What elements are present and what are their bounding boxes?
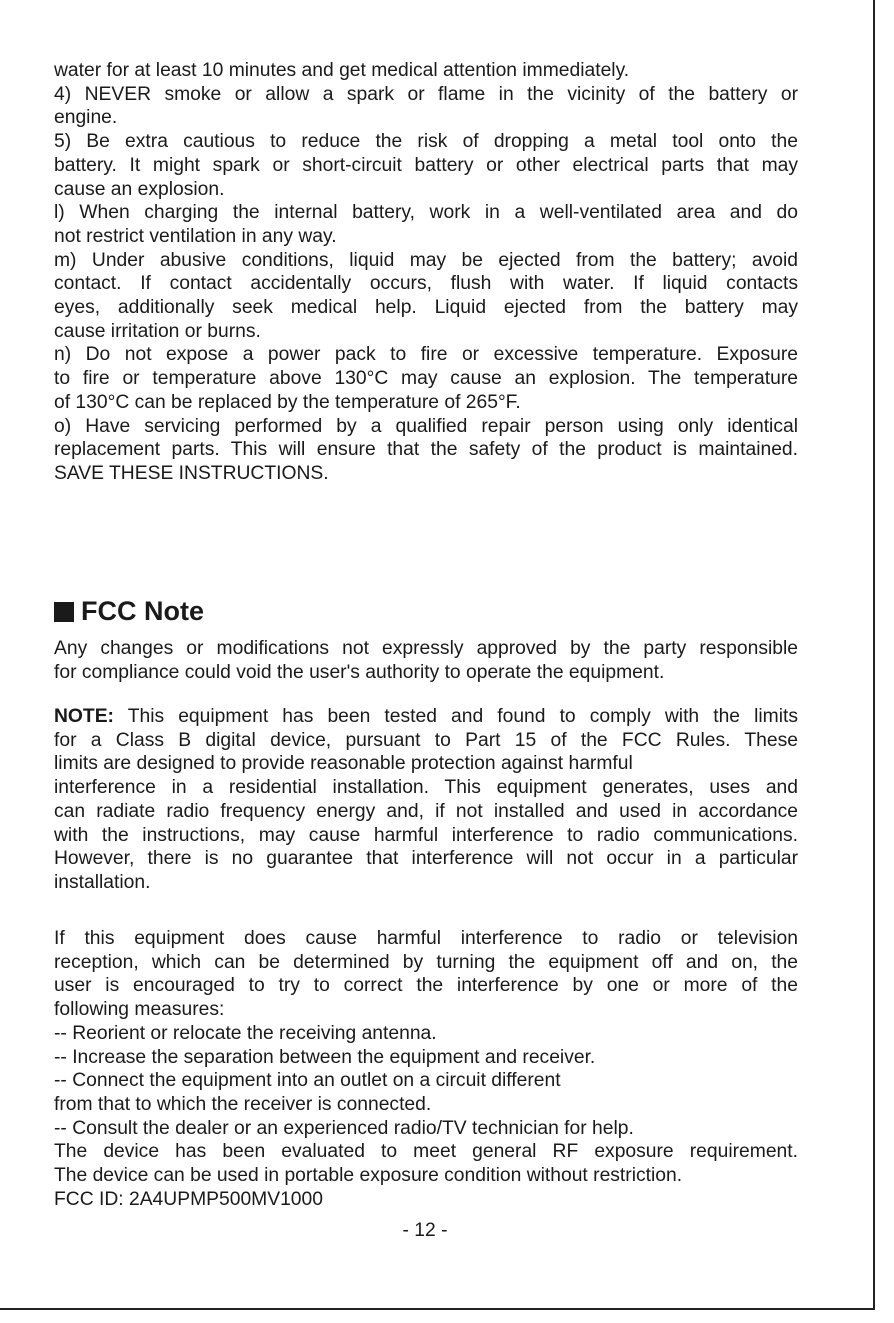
battery-safety-line: SAVE THESE INSTRUCTIONS. bbox=[54, 462, 329, 484]
battery-safety-line: replacement parts. This will ensure that the safety of the product is maintained. bbox=[54, 439, 798, 461]
fcc-note-title: FCC Note bbox=[81, 596, 204, 626]
fcc-intro-line: Any changes or modifications not expressly approved by the party responsible bbox=[54, 638, 798, 659]
battery-safety-line: cause irritation or burns. bbox=[54, 320, 261, 342]
battery-safety-line: n) Do not expose a power pack to fire or excessive temperature. Exposure bbox=[54, 344, 798, 366]
fcc-measures-line: -- Consult the dealer or an experienced radio/TV technician for help. bbox=[54, 1117, 634, 1139]
battery-safety-line: water for at least 10 minutes and get medical attention immediately. bbox=[54, 60, 630, 81]
fcc-note-heading bbox=[54, 594, 204, 628]
fcc-measures-paragraph bbox=[54, 927, 798, 1211]
fcc-measures-line: If this equipment does cause harmful interference to radio or television bbox=[54, 928, 798, 949]
fcc-measures-line: -- Connect the equipment into an outlet on a circuit different bbox=[54, 1070, 561, 1092]
note-first-line-text: This equipment has been tested and found to comply with the limits bbox=[113, 706, 798, 727]
fcc-note-first-line bbox=[54, 705, 798, 729]
fcc-measures-lines bbox=[54, 927, 798, 1211]
fcc-measures-line: FCC ID: 2A4UPMP500MV1000 bbox=[54, 1188, 323, 1210]
battery-safety-line: to fire or temperature above 130°C may cause an explosion. The temperature bbox=[54, 368, 798, 390]
battery-safety-line: 5) Be extra cautious to reduce the risk of dropping a metal tool onto the bbox=[54, 131, 798, 153]
battery-safety-line: engine. bbox=[54, 107, 118, 129]
battery-safety-line: l) When charging the internal battery, work in a well-ventilated area and do bbox=[54, 202, 798, 224]
note-label: NOTE: bbox=[54, 706, 114, 727]
battery-safety-line: of 130°C can be replaced by the temperature of 265°F. bbox=[54, 391, 521, 413]
fcc-measures-line: from that to which the receiver is connected. bbox=[54, 1093, 432, 1115]
fcc-measures-line: The device can be used in portable exposure condition without restriction. bbox=[54, 1165, 683, 1187]
battery-safety-line: m) Under abusive conditions, liquid may be ejected from the battery; avoid bbox=[54, 249, 798, 271]
fcc-note-line: with the instructions, may cause harmful interference to radio communications. bbox=[54, 824, 798, 846]
fcc-measures-line: user is encouraged to try to correct the interference by one or more of the bbox=[54, 975, 798, 997]
fcc-measures-line: following measures: bbox=[54, 999, 225, 1021]
battery-safety-line: 4) NEVER smoke or allow a spark or flame in the vicinity of the battery or bbox=[54, 83, 798, 105]
black-square-icon bbox=[54, 602, 74, 622]
battery-safety-line: o) Have servicing performed by a qualified repair person using only identical bbox=[54, 415, 798, 437]
battery-safety-line: cause an explosion. bbox=[54, 178, 225, 200]
battery-safety-line: battery. It might spark or short-circuit battery or other electrical parts that may bbox=[54, 154, 798, 176]
fcc-measures-line: -- Increase the separation between the equipment and receiver. bbox=[54, 1046, 596, 1068]
fcc-note-line: for a Class B digital device, pursuant to Part 15 of the FCC Rules. These bbox=[54, 729, 798, 751]
fcc-measures-line: -- Reorient or relocate the receiving antenna. bbox=[54, 1022, 437, 1044]
fcc-note-paragraph bbox=[54, 705, 798, 895]
battery-safety-line: eyes, additionally seek medical help. Liquid ejected from the battery may bbox=[54, 297, 798, 319]
fcc-intro-line: for compliance could void the user's authority to operate the equipment. bbox=[54, 661, 665, 683]
page-number: - 12 - bbox=[402, 1220, 448, 1241]
battery-safety-lines bbox=[54, 59, 798, 486]
fcc-note-lines bbox=[54, 729, 798, 895]
fcc-note-line: installation. bbox=[54, 871, 151, 893]
fcc-measures-line: The device has been evaluated to meet general RF exposure requirement. bbox=[54, 1141, 798, 1163]
battery-safety-text bbox=[54, 59, 798, 486]
fcc-intro-paragraph bbox=[54, 637, 798, 684]
battery-safety-line: contact. If contact accidentally occurs, flush with water. If liquid contacts bbox=[54, 273, 798, 295]
fcc-intro-lines bbox=[54, 637, 798, 684]
fcc-note-line: can radiate radio frequency energy and, if not installed and used in accordance bbox=[54, 800, 798, 822]
fcc-note-line: However, there is no guarantee that interference will not occur in a particular bbox=[54, 848, 798, 870]
fcc-note-line: limits are designed to provide reasonable protection against harmful bbox=[54, 753, 633, 775]
fcc-measures-line: reception, which can be determined by turning the equipment off and on, the bbox=[54, 951, 798, 973]
fcc-note-line: interference in a residential installation. This equipment generates, uses and bbox=[54, 777, 798, 799]
battery-safety-line: not restrict ventilation in any way. bbox=[54, 225, 337, 247]
